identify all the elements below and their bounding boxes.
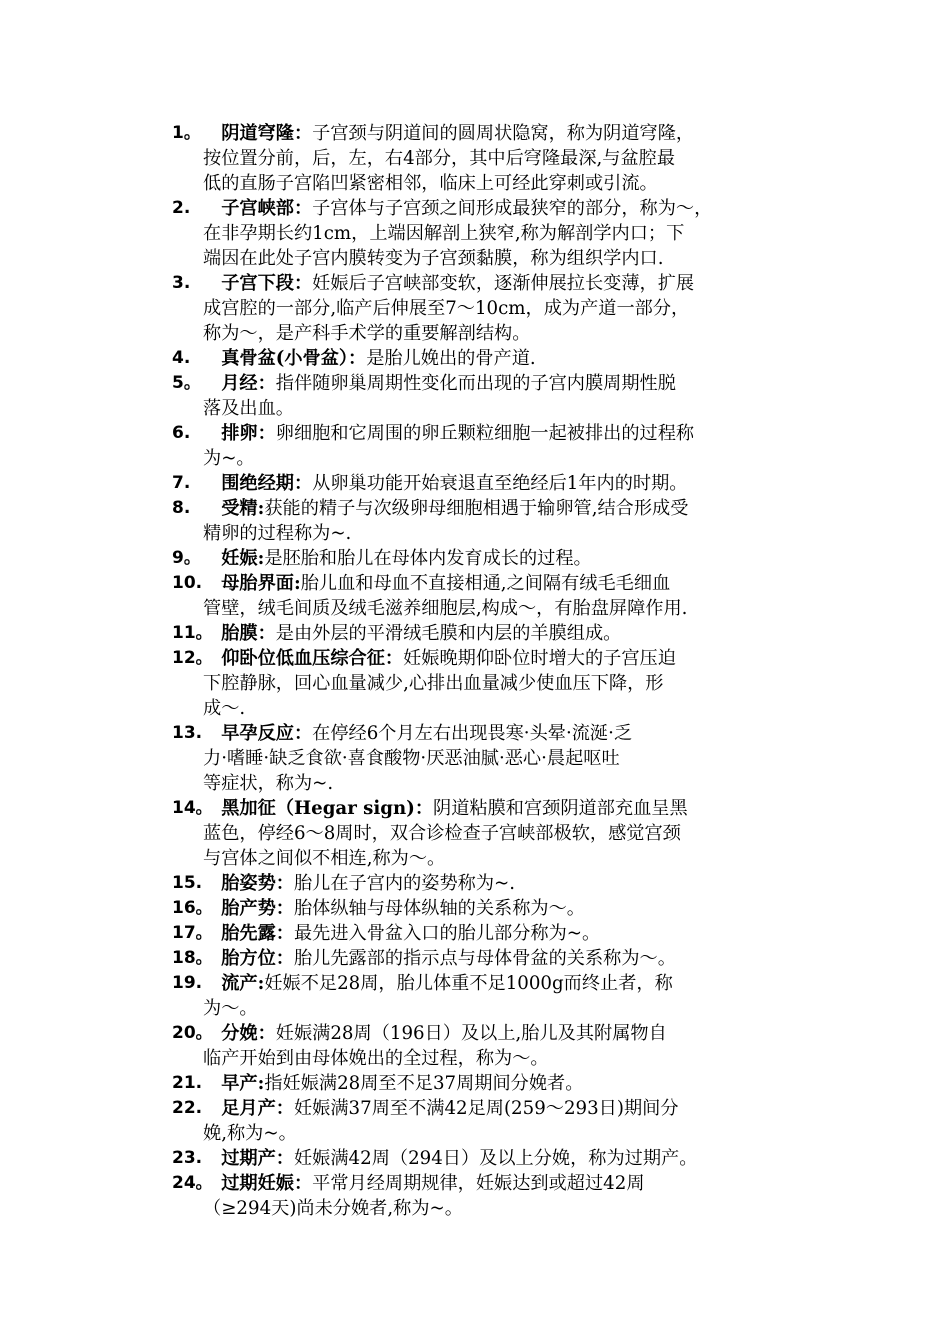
- text-line: [203, 221, 822, 246]
- text-line: [203, 771, 822, 796]
- text-line: [203, 1196, 822, 1221]
- definition-text: 胎体纵轴与母体纵轴的关系称为～。: [293, 898, 585, 919]
- text-line: [203, 621, 822, 646]
- definition-text: 阴道粘膜和宫颈阴道部充血呈黑: [433, 798, 688, 819]
- term-separator: :: [293, 573, 301, 594]
- term-separator: ：: [293, 273, 313, 294]
- definition-text: 临产开始到由母体娩出的全过程，称为～。: [203, 1048, 549, 1069]
- definition-item: [172, 721, 822, 796]
- item-number: 12。: [172, 648, 213, 668]
- term-label: 母胎界面: [221, 573, 294, 594]
- term-label: 分娩: [221, 1023, 258, 1044]
- term-separator: :: [257, 548, 265, 569]
- term-label: 黑加征（Hegar sign): [221, 798, 415, 819]
- definition-item: [172, 621, 822, 646]
- term-label: 足月产: [221, 1098, 276, 1119]
- term-label: 子宫下段: [221, 273, 294, 294]
- definition-text: 卵细胞和它周围的卵丘颗粒细胞一起被排出的过程称: [275, 423, 695, 444]
- text-line: [203, 196, 822, 221]
- term-indent: [203, 1073, 221, 1094]
- text-line: [203, 471, 822, 496]
- item-number: 1。: [172, 123, 201, 143]
- term-label: 过期产: [221, 1148, 276, 1169]
- definition-item: [172, 271, 822, 346]
- text-line: [203, 1021, 822, 1046]
- definition-item: [172, 921, 822, 946]
- definition-item: [172, 1021, 822, 1071]
- definition-text: 在停经6个月左右出现畏寒·头晕·流涎·乏: [312, 723, 633, 744]
- text-line: [203, 721, 822, 746]
- item-number: 13.: [172, 723, 203, 743]
- definition-text: 是胚胎和胎儿在母体内发育成长的过程。: [264, 548, 592, 569]
- term-label: 早孕反应: [221, 723, 294, 744]
- item-number: 9。: [172, 548, 201, 568]
- item-number: 18。: [172, 948, 213, 968]
- definition-item: [172, 646, 822, 721]
- term-indent: [203, 573, 221, 594]
- term-indent: [203, 198, 221, 219]
- term-label: 受精: [221, 498, 258, 519]
- definition-item: [172, 1146, 822, 1171]
- term-separator: ：: [275, 1148, 294, 1169]
- text-line: [203, 321, 822, 346]
- term-indent: [203, 723, 221, 744]
- definition-text: 管壁，绒毛间质及绒毛滋养细胞层,构成～，有胎盘屏障作用.: [203, 598, 688, 619]
- text-line: [203, 821, 822, 846]
- item-number: 24。: [172, 1173, 213, 1193]
- text-line: [203, 371, 822, 396]
- text-line: [203, 396, 822, 421]
- item-number: 11。: [172, 623, 213, 643]
- definition-text: 是由外层的平滑绒毛膜和内层的羊膜组成。: [275, 623, 622, 644]
- text-line: [203, 246, 822, 271]
- definition-text: 为~。: [203, 448, 255, 469]
- definition-text: 妊娠晚期仰卧位时增大的子宫压迫: [403, 648, 676, 669]
- text-line: [203, 296, 822, 321]
- item-number: 16。: [172, 898, 213, 918]
- definition-text: 指妊娠满28周至不足37周期间分娩者。: [264, 1073, 584, 1094]
- text-line: [203, 996, 822, 1021]
- term-label: 子宫峡部: [221, 198, 294, 219]
- text-line: [203, 696, 822, 721]
- term-label: 早产: [221, 1073, 258, 1094]
- text-line: [203, 271, 822, 296]
- definition-text: 端因在此处子宫内膜转变为子宫颈黏膜，称为组织学内口.: [203, 248, 664, 269]
- definition-text: 平常月经周期规律，妊娠达到或超过42周: [312, 1173, 645, 1194]
- item-number: 3.: [172, 273, 191, 293]
- definition-text: 低的直肠子宫陷凹紧密相邻，临床上可经此穿刺或引流。: [203, 173, 658, 194]
- item-number: 20。: [172, 1023, 213, 1043]
- item-number: 5。: [172, 373, 201, 393]
- term-label: 胎姿势: [221, 873, 276, 894]
- text-line: [203, 1071, 822, 1096]
- term-indent: [203, 973, 221, 994]
- definition-text: 落及出血。: [203, 398, 294, 419]
- term-label: 胎方位: [221, 948, 276, 969]
- term-separator: :: [257, 973, 265, 994]
- definition-text: 妊娠后子宫峡部变软，逐渐伸展拉长变薄，扩展: [312, 273, 695, 294]
- term-separator: ：: [293, 473, 313, 494]
- definition-text: 在非孕期长约1cm，上端因解剖上狭窄,称为解剖学内口；下: [203, 223, 685, 244]
- text-line: [203, 971, 822, 996]
- item-number: 2.: [172, 198, 191, 218]
- term-separator: ：: [293, 1173, 313, 1194]
- definition-text: （≥294天)尚未分娩者,称为~。: [203, 1198, 463, 1219]
- text-line: [203, 171, 822, 196]
- text-line: [203, 1171, 822, 1196]
- item-number: 10.: [172, 573, 203, 593]
- term-label: 过期妊娠: [221, 1173, 294, 1194]
- term-separator: ：: [275, 898, 294, 919]
- definition-item: [172, 421, 822, 471]
- term-separator: ：: [275, 873, 294, 894]
- definition-text: 指伴随卵巢周期性变化而出现的子宫内膜周期性脱: [275, 373, 676, 394]
- term-label: 妊娠: [221, 548, 258, 569]
- term-indent: [203, 123, 221, 144]
- text-line: [203, 796, 822, 821]
- term-label: 胎产势: [221, 898, 276, 919]
- term-separator: ：: [348, 348, 367, 369]
- item-number: 8.: [172, 498, 191, 518]
- text-line: [203, 946, 822, 971]
- definition-text: 获能的精子与次级卵母细胞相遇于输卵管,结合形成受: [264, 498, 689, 519]
- definition-item: [172, 496, 822, 546]
- definition-text: 妊娠满28周（196日）及以上,胎儿及其附属物自: [275, 1023, 667, 1044]
- definition-list: [172, 121, 822, 1221]
- text-line: [203, 571, 822, 596]
- text-line: [203, 596, 822, 621]
- definition-item: [172, 346, 822, 371]
- text-line: [203, 646, 822, 671]
- text-line: [203, 921, 822, 946]
- text-line: [203, 671, 822, 696]
- text-line: [203, 346, 822, 371]
- item-number: 19.: [172, 973, 203, 993]
- text-line: [203, 121, 822, 146]
- term-indent: [203, 348, 221, 369]
- term-separator: ：: [275, 923, 294, 944]
- definition-text: 成宫腔的一部分,临产后伸展至7～10cm，成为产道一部分，: [203, 298, 690, 319]
- item-number: 21.: [172, 1073, 203, 1093]
- text-line: [203, 1096, 822, 1121]
- term-separator: ：: [257, 423, 276, 444]
- item-number: 22.: [172, 1098, 203, 1118]
- definition-text: 子宫颈与阴道间的圆周状隐窝，称为阴道穹隆，: [312, 123, 695, 144]
- definition-item: [172, 796, 822, 871]
- term-label: 围绝经期: [221, 473, 294, 494]
- text-line: [203, 1121, 822, 1146]
- term-label: 流产: [221, 973, 258, 994]
- definition-text: 成～.: [203, 698, 246, 719]
- text-line: [203, 746, 822, 771]
- term-separator: ：: [293, 723, 313, 744]
- definition-text: 妊娠满37周至不满42足周(259～293日)期间分: [293, 1098, 679, 1119]
- definition-text: 与宫体之间似不相连,称为～。: [203, 848, 446, 869]
- term-indent: [203, 498, 221, 519]
- term-indent: [203, 373, 221, 394]
- term-indent: [203, 1098, 221, 1119]
- item-number: 23.: [172, 1148, 203, 1168]
- text-line: [203, 446, 822, 471]
- text-line: [203, 1146, 822, 1171]
- definition-text: 等症状，称为~.: [203, 773, 334, 794]
- term-separator: ：: [293, 198, 313, 219]
- term-separator: ：: [414, 798, 434, 819]
- item-number: 6.: [172, 423, 191, 443]
- definition-text: 从卵巢功能开始衰退直至绝经后1年内的时期。: [312, 473, 688, 494]
- term-separator: ：: [293, 123, 313, 144]
- definition-item: [172, 1071, 822, 1096]
- definition-text: 为～。: [203, 998, 258, 1019]
- definition-text: 蓝色，停经6～8周时，双合诊检查子宫峡部极软，感觉宫颈: [203, 823, 681, 844]
- item-number: 15.: [172, 873, 203, 893]
- term-label: 胎先露: [221, 923, 276, 944]
- definition-item: [172, 871, 822, 896]
- definition-item: [172, 121, 822, 196]
- definition-item: [172, 946, 822, 971]
- definition-text: 胎儿在子宫内的姿势称为~.: [293, 873, 516, 894]
- term-label: 仰卧位低血压综合征: [221, 648, 385, 669]
- text-line: [203, 1046, 822, 1071]
- definition-item: [172, 571, 822, 621]
- item-number: 17。: [172, 923, 213, 943]
- term-label: 月经: [221, 373, 258, 394]
- term-separator: ：: [384, 648, 404, 669]
- term-indent: [203, 273, 221, 294]
- text-line: [203, 521, 822, 546]
- item-number: 7.: [172, 473, 191, 493]
- definition-text: 胎儿血和母血不直接相通,之间隔有绒毛毛细血: [300, 573, 671, 594]
- term-indent: [203, 423, 221, 444]
- term-separator: ：: [257, 1023, 276, 1044]
- definition-text: 最先进入骨盆入口的胎儿部分称为~。: [293, 923, 601, 944]
- term-separator: ：: [257, 373, 276, 394]
- definition-item: [172, 1171, 822, 1221]
- definition-text: 娩,称为~。: [203, 1123, 297, 1144]
- term-separator: ：: [275, 948, 294, 969]
- term-indent: [203, 548, 221, 569]
- term-separator: ：: [275, 1098, 294, 1119]
- definition-text: 妊娠满42周（294日）及以上分娩，称为过期产。: [293, 1148, 698, 1169]
- item-number: 14。: [172, 798, 213, 818]
- term-label: 阴道穹隆: [221, 123, 294, 144]
- text-line: [203, 421, 822, 446]
- term-indent: [203, 473, 221, 494]
- definition-text: 按位置分前，后，左，右4部分，其中后穹隆最深,与盆腔最: [203, 148, 676, 169]
- term-label: 胎膜: [221, 623, 258, 644]
- item-number: 4.: [172, 348, 191, 368]
- definition-text: 子宫体与子宫颈之间形成最狭窄的部分，称为～，: [312, 198, 713, 219]
- definition-text: 妊娠不足28周，胎儿体重不足1000g而终止者，称: [264, 973, 673, 994]
- definition-item: [172, 196, 822, 271]
- term-separator: :: [257, 498, 265, 519]
- definition-text: 下腔静脉，回心血量减少,心排出血量减少使血压下降，形: [203, 673, 664, 694]
- text-line: [203, 896, 822, 921]
- definition-text: 胎儿先露部的指示点与母体骨盆的关系称为～。: [293, 948, 676, 969]
- text-line: [203, 846, 822, 871]
- term-label: 真骨盆(小骨盆）: [221, 348, 349, 369]
- text-line: [203, 546, 822, 571]
- definition-item: [172, 896, 822, 921]
- text-line: [203, 871, 822, 896]
- text-line: [203, 496, 822, 521]
- definition-text: 精卵的过程称为~.: [203, 523, 352, 544]
- term-label: 排卵: [221, 423, 258, 444]
- definition-item: [172, 1096, 822, 1146]
- definition-item: [172, 371, 822, 421]
- term-separator: :: [257, 1073, 265, 1094]
- term-indent: [203, 873, 221, 894]
- definition-text: 是胎儿娩出的骨产道.: [366, 348, 536, 369]
- definition-item: [172, 971, 822, 1021]
- term-indent: [203, 1148, 221, 1169]
- definition-text: 称为～，是产科手术学的重要解剖结构。: [203, 323, 531, 344]
- definition-item: [172, 546, 822, 571]
- term-separator: ：: [257, 623, 276, 644]
- text-line: [203, 146, 822, 171]
- definition-text: 力·嗜睡·缺乏食欲·喜食酸物·厌恶油腻·恶心·晨起呕吐: [203, 748, 620, 769]
- definition-item: [172, 471, 822, 496]
